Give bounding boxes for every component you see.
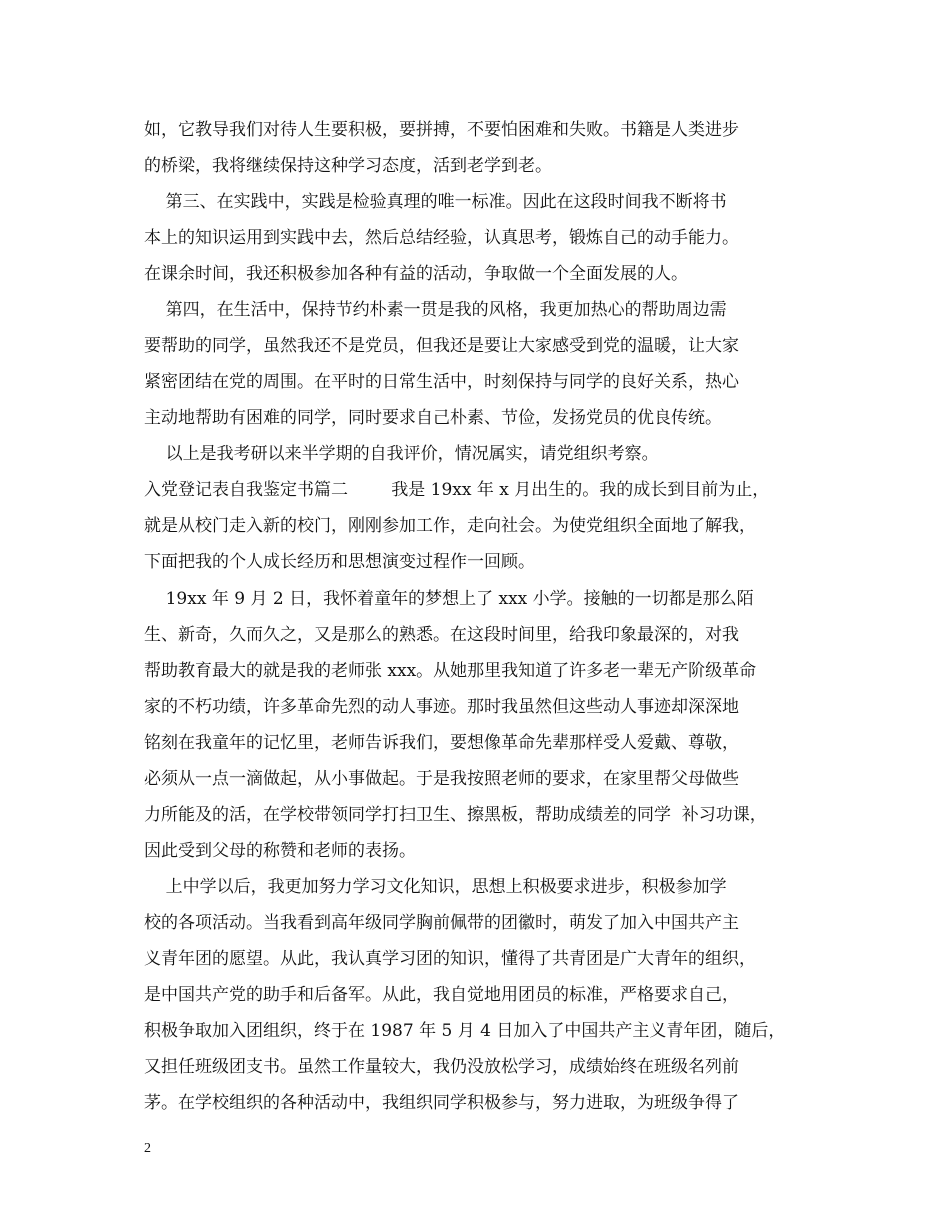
text-line: 要帮助的同学，虽然我还不是党员，但我还是要让大家感受到党的温暖，让大家 bbox=[144, 336, 739, 357]
text-line: 帮助教育最大的就是我的老师张 xxx。从她那里我知道了许多老一辈无产阶级革命 bbox=[144, 660, 757, 681]
section-heading-line: 入党登记表自我鉴定书篇二 我是 19xx 年 x 月出生的。我的成长到目前为止， bbox=[144, 480, 770, 501]
text-line: 下面把我的个人成长经历和思想演变过程作一回顾。 bbox=[144, 552, 535, 573]
text-line: 的桥梁，我将继续保持这种学习态度，活到老学到老。 bbox=[144, 156, 552, 176]
text-line: 第三、在实践中，实践是检验真理的唯一标准。因此在这段时间我不断将书 bbox=[144, 192, 727, 213]
text-line: 第四，在生活中，保持节约朴素一贯是我的风格，我更加热心的帮助周边需 bbox=[144, 300, 727, 321]
text-line: 积极争取加入团组织，终于在 1987 年 5 月 4 日加入了中国共产主义青年团，随后， bbox=[144, 1020, 786, 1041]
text-line: 主动地帮助有困难的同学，同时要求自己朴素、节俭，发扬党员的优良传统。 bbox=[144, 408, 722, 429]
text-line: 校的各项活动。当我看到高年级同学胸前佩带的团徽时，萌发了加入中国共产主 bbox=[144, 912, 739, 933]
text-line: 生、新奇，久而久之，又是那么的熟悉。在这段时间里，给我印象最深的，对我 bbox=[144, 624, 739, 645]
text-line: 义青年团的愿望。从此，我认真学习团的知识，懂得了共青团是广大青年的组织， bbox=[144, 948, 756, 969]
text-line: 上中学以后，我更加努力学习文化知识，思想上积极要求进步，积极参加学 bbox=[144, 876, 727, 897]
text-line: 铭刻在我童年的记忆里，老师告诉我们，要想像革命先辈那样受人爱戴、尊敬， bbox=[144, 732, 739, 753]
text-line: 因此受到父母的称赞和老师的表扬。 bbox=[144, 840, 416, 861]
text-line: 家的不朽功绩，许多革命先烈的动人事迹。那时我虽然但这些动人事迹却深深地 bbox=[144, 696, 739, 717]
text-line: 本上的知识运用到实践中去，然后总结经验，认真思考，锻炼自己的动手能力。 bbox=[144, 228, 739, 249]
page-number: 2 bbox=[144, 1141, 151, 1156]
text-line: 茅。在学校组织的各种活动中，我组织同学积极参与，努力进取，为班级争得了 bbox=[144, 1093, 739, 1113]
text-line: 力所能及的活，在学校带领同学打扫卫生、擦黑板，帮助成绩差的同学 补习功课， bbox=[144, 804, 767, 825]
text-line: 必须从一点一滴做起，从小事做起。于是我按照老师的要求，在家里帮父母做些 bbox=[144, 768, 739, 789]
text-line: 是中国共产党的助手和后备军。从此，我自觉地用团员的标准，严格要求自己， bbox=[144, 984, 739, 1005]
text-line: 又担任班级团支书。虽然工作量较大，我仍没放松学习，成绩始终在班级名列前 bbox=[144, 1057, 739, 1077]
text-line: 19xx 年 9 月 2 日，我怀着童年的梦想上了 xxx 小学。接触的一切都是那么陌 bbox=[144, 588, 754, 609]
text-line: 在课余时间，我还积极参加各种有益的活动，争取做一个全面发展的人。 bbox=[144, 264, 688, 285]
text-line: 紧密团结在党的周围。在平时的日常生活中，时刻保持与同学的良好关系，热心 bbox=[144, 372, 739, 393]
text-line: 就是从校门走入新的校门，刚刚参加工作，走向社会。为使党组织全面地了解我， bbox=[144, 516, 756, 537]
text-line: 如，它教导我们对待人生要积极，要拼搏，不要怕困难和失败。书籍是人类进步 bbox=[144, 120, 739, 140]
text-line: 以上是我考研以来半学期的自我评价，情况属实，请党组织考察。 bbox=[144, 444, 659, 465]
